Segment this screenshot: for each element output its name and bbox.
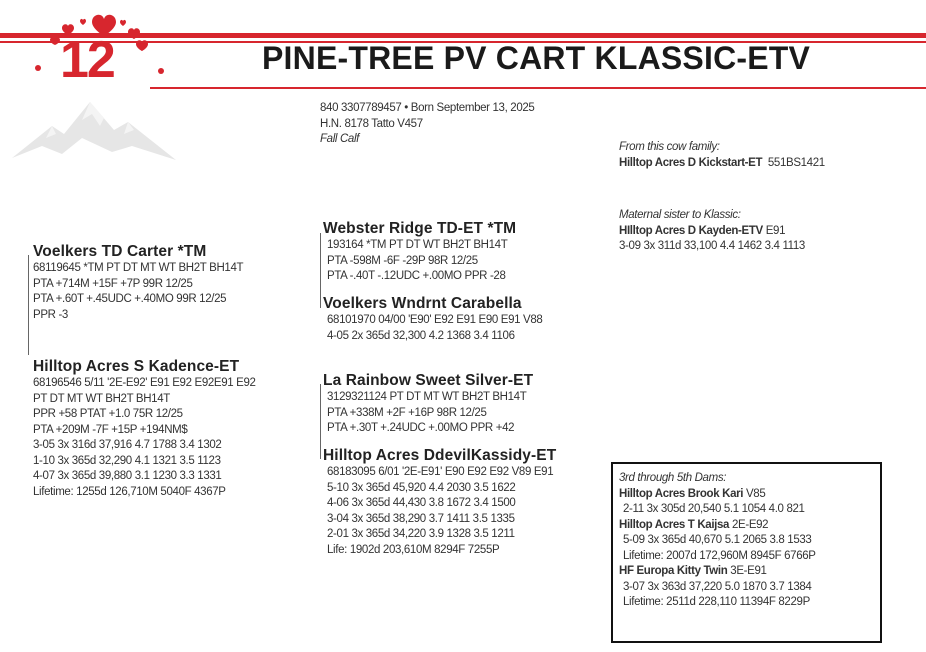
- maternal-sister-block: [619, 208, 805, 255]
- sire-dam-line: PPR +58 PTAT +1.0 75R 12/25: [33, 408, 183, 420]
- dams-box-content: [619, 471, 816, 611]
- animal-class-line: Fall Calf: [320, 133, 360, 145]
- dam3-record: 2-11 3x 305d 20,540 5.1 1054 4.0 821: [623, 503, 805, 515]
- animal-id-line: 840 3307789457 • Born September 13, 2025: [320, 102, 535, 114]
- dam-record: 3-04 3x 365d 38,290 3.7 1411 3.5 1335: [327, 512, 515, 525]
- mountains-logo-icon: [12, 96, 182, 166]
- cow-family-label: From this cow family:: [619, 141, 720, 153]
- sire-dam2-line: 4-05 2x 365d 32,300 4.2 1368 3.4 1106: [327, 329, 515, 342]
- animal-info: [320, 101, 534, 148]
- dam-sire-line: PTA +338M +2F +16P 98R 12/25: [327, 406, 487, 419]
- dam-record: 4-06 3x 365d 44,430 3.8 1672 3.4 1500: [327, 497, 516, 509]
- dam-block: [323, 447, 556, 558]
- sire-sire-line: 68119645 *TM PT DT MT WT BH2T BH14T: [33, 262, 244, 274]
- sire-dam2-line: 68101970 04/00 'E90' E92 E91 E90 E91 V88: [327, 314, 543, 326]
- dam5-lifetime: Lifetime: 2511d 228,110 11394F 8229P: [623, 596, 810, 608]
- sire-block: [323, 220, 516, 285]
- sire-dam-record: 1-10 3x 365d 32,290 4.1 1321 3.5 1123: [33, 454, 221, 467]
- maternal-sister-score: E91: [765, 224, 786, 237]
- sire-line: PTA -598M -6F -29P 98R 12/25: [327, 254, 478, 267]
- page-title: PINE-TREE PV CART KLASSIC-ETV: [262, 40, 811, 76]
- sire-dam-record: 3-05 3x 316d 37,916 4.7 1788 3.4 1302: [33, 439, 222, 451]
- sire-sire-name: Voelkers TD Carter *TM: [33, 243, 207, 260]
- dam3-name: Hilltop Acres Brook Kari: [619, 487, 744, 500]
- dam5-name: HF Europa Kitty Twin: [619, 565, 728, 577]
- dam5-score: 3E-E91: [730, 565, 767, 577]
- dam-name: Hilltop Acres DdevilKassidy-ET: [323, 447, 557, 464]
- dam-sire-name: La Rainbow Sweet Silver-ET: [323, 372, 534, 389]
- dam-sire-block: [323, 372, 533, 437]
- sire-dam-name: Hilltop Acres S Kadence-ET: [33, 358, 240, 375]
- pedigree-bracket-line: [320, 233, 321, 308]
- dam-sire-line: 3129321124 PT DT MT WT BH2T BH14T: [327, 391, 527, 403]
- sire-name: Webster Ridge TD-ET *TM: [323, 220, 517, 237]
- cow-family-id: 551BS1421: [767, 156, 825, 169]
- sire-sire-line: PPR -3: [33, 308, 68, 321]
- dam-line: 68183095 6/01 '2E-E91' E90 E92 E92 V89 E91: [327, 466, 554, 478]
- header-bar-bottom: [150, 87, 926, 89]
- sire-dam-line: 68196546 5/11 '2E-E92' E91 E92 E92E91 E92: [33, 377, 256, 389]
- dam5-record: 3-07 3x 363d 37,220 5.0 1870 3.7 1384: [623, 580, 812, 593]
- cow-family-name: Hilltop Acres D Kickstart-ET: [619, 156, 763, 169]
- sire-sire-line: PTA +.60T +.45UDC +.40MO 99R 12/25: [33, 293, 227, 305]
- sire-dam-line: PTA +209M -7F +15P +194NM$: [33, 423, 188, 436]
- dams-box-label: 3rd through 5th Dams:: [619, 472, 727, 484]
- dam3-score: V85: [745, 487, 766, 500]
- dam-record: 2-01 3x 365d 34,220 3.9 1328 3.5 1211: [327, 528, 515, 540]
- animal-hn-line: H.N. 8178 Tatto V457: [320, 117, 423, 130]
- dam4-score: 2E-E92: [731, 518, 769, 531]
- sire-line: PTA -.40T -.12UDC +.00MO PPR -28: [327, 270, 506, 282]
- sire-dam-record: 4-07 3x 365d 39,880 3.1 1230 3.3 1331: [33, 470, 222, 482]
- dam-lifetime: Life: 1902d 203,610M 8294F 7255P: [327, 543, 500, 556]
- pedigree-bracket-line: [320, 384, 321, 459]
- sire-dam2-block: [323, 295, 542, 344]
- maternal-sister-name: HIlltop Acres D Kayden-ETV: [619, 224, 763, 237]
- cow-family-block: [619, 140, 825, 171]
- sire-dam-lifetime: Lifetime: 1255d 126,710M 5040F 4367P: [33, 485, 226, 498]
- dam4-name: Hilltop Acres T Kaijsa: [619, 518, 730, 531]
- dam4-record: 5-09 3x 365d 40,670 5.1 2065 3.8 1533: [623, 534, 812, 546]
- dam-record: 5-10 3x 365d 45,920 4.4 2030 3.5 1622: [327, 481, 516, 494]
- sire-dam-line: PT DT MT WT BH2T BH14T: [33, 392, 170, 405]
- maternal-sister-record: 3-09 3x 311d 33,100 4.4 1462 3.4 1113: [619, 240, 805, 252]
- sire-sire-block: [33, 243, 243, 323]
- dam-sire-line: PTA +.30T +.24UDC +.00MO PPR +42: [327, 422, 515, 434]
- sire-dam2-name: Voelkers Wndrnt Carabella: [323, 295, 522, 312]
- lot-number: 12: [60, 31, 114, 89]
- maternal-sister-label: Maternal sister to Klassic:: [619, 209, 741, 221]
- sire-sire-line: PTA +714M +15F +7P 99R 12/25: [33, 277, 193, 290]
- sire-dam-block: [33, 358, 256, 500]
- dam4-lifetime: Lifetime: 2007d 172,960M 8945F 6766P: [623, 549, 816, 562]
- pedigree-bracket-line: [28, 255, 29, 355]
- sire-line: 193164 *TM PT DT WT BH2T BH14T: [327, 239, 508, 251]
